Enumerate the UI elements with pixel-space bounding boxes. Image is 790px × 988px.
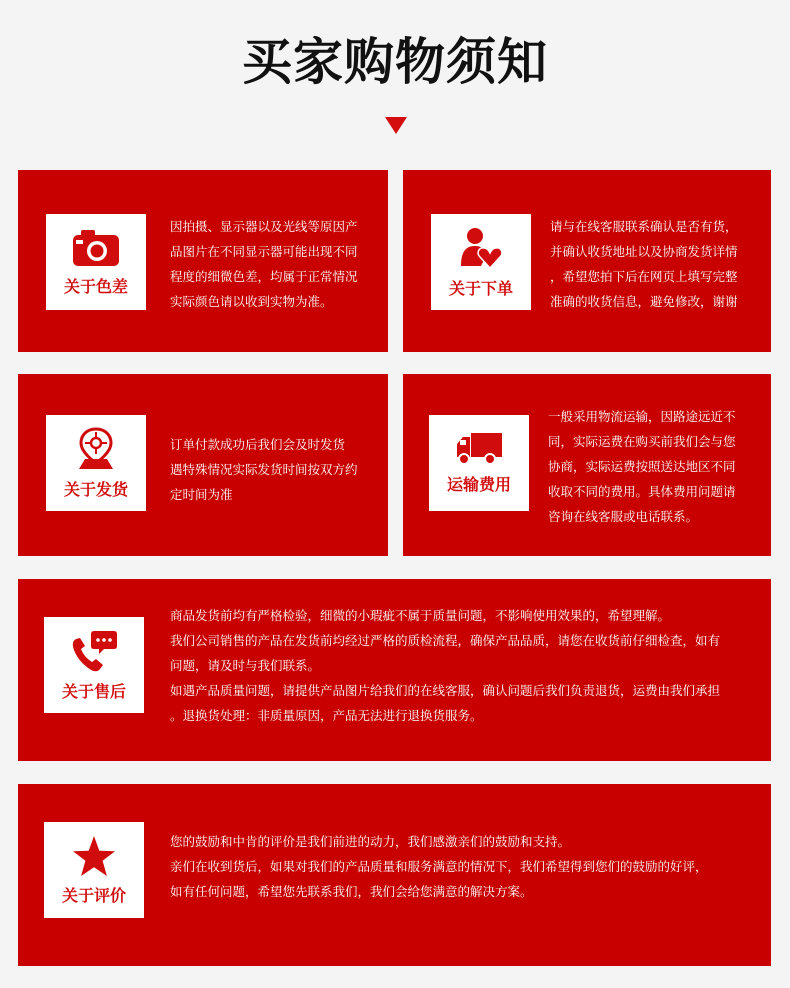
card-label: 关于下单: [448, 278, 513, 298]
card-label: 关于发货: [63, 479, 128, 499]
card-shipping: [18, 374, 388, 556]
card-description: 请与在线客服联系确认是否有货， 并确认收货地址以及协商发货详情 ，希望您拍下后在网页上填写完整 准确的收货信息，避免修改，谢谢: [550, 219, 738, 309]
customer-heart-icon: [459, 226, 503, 270]
card-label: 运输费用: [446, 474, 511, 494]
card-reviews-badge: [44, 822, 144, 918]
card-freight: [403, 374, 771, 556]
card-placing-order-badge: [431, 214, 531, 310]
card-color-difference: [18, 170, 388, 352]
card-description: 您的鼓励和中肯的评价是我们前进的动力，我们感激亲们的鼓励和支持。 亲们在收到货后，如果对我们的产品质量和服务满意的情况下，我们希望得到您们的鼓励的好评， 如有任何问题，希望您先联系我们，我们会给您满意的解决方案。: [170, 834, 708, 899]
phone-chat-icon: [70, 629, 118, 673]
truck-icon: [455, 432, 503, 466]
card-after-sales-badge: [44, 617, 144, 713]
card-after-sales: [18, 579, 771, 761]
card-freight-badge: [429, 415, 529, 511]
card-label: 关于色差: [63, 276, 128, 296]
down-arrow-icon: [385, 117, 407, 134]
card-reviews: [18, 784, 771, 966]
card-description: 一般采用物流运输，因路途远近不 同，实际运费在购买前我们会与您 协商，实际运费按照送达地区不同 收取不同的费用。具体费用问题请 咨询在线客服或电话联系。: [548, 409, 736, 524]
card-description: 商品发货前均有严格检验，细微的小瑕疵不属于质量问题，不影响使用效果的，希望理解。 我们公司销售的产品在发货前均经过严格的质检流程，确保产品品质，请您在收货前仔细检查，如有 问题，请及时与我们联系。 如遇产品质量问题，请提供产品图片给我们的在线客服，确认问题后我们负责退货，运费由我们承担 。退换货处理：非质量原因，产品无法进行退换货服务。: [170, 608, 721, 723]
location-pin-icon: [75, 427, 117, 471]
camera-icon: [71, 228, 121, 268]
card-label: 关于售后: [61, 681, 126, 701]
page-title: 买家购物须知: [242, 32, 548, 91]
card-description: 因拍摄、显示器以及光线等原因产 品图片在不同显示器可能出现不同 程度的细微色差，均属于正常情况 实际颜色请以收到实物为准。: [170, 219, 358, 309]
card-description: 订单付款成功后我们会及时发货 遇特殊情况实际发货时间按双方约 定时间为准: [170, 437, 358, 502]
card-label: 关于评价: [61, 885, 126, 905]
card-shipping-badge: [46, 415, 146, 511]
card-placing-order: [403, 170, 771, 352]
star-icon: [72, 835, 116, 877]
card-color-difference-badge: [46, 214, 146, 310]
